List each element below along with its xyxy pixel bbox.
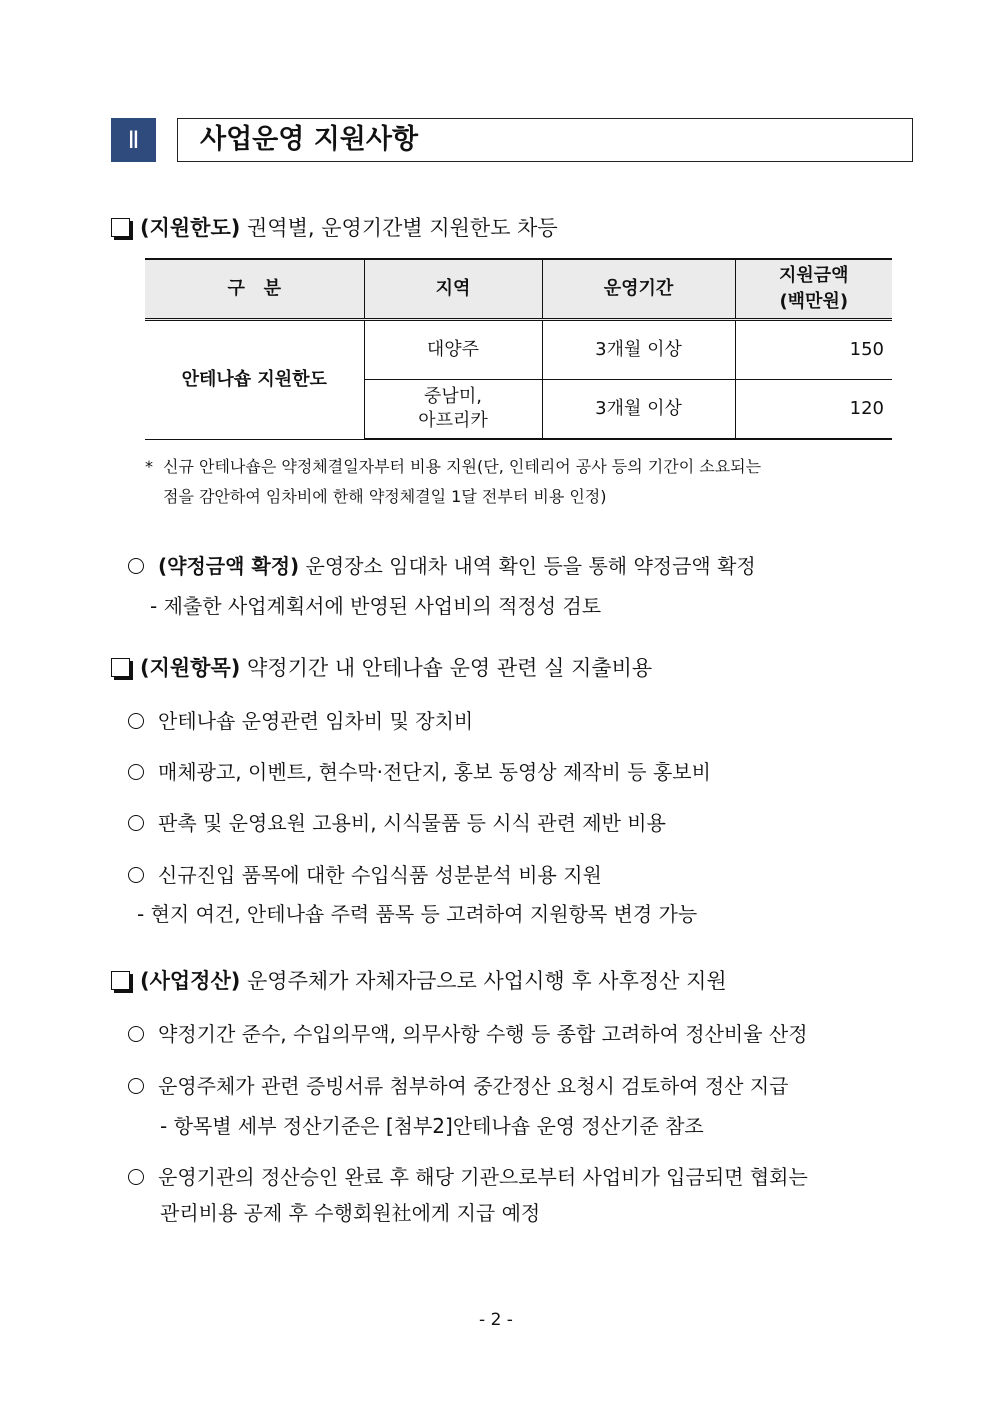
list-item-text: 판촉 및 운영요원 고용비, 시식물품 등 시식 관련 제반 비용: [158, 811, 666, 835]
header-amount: [735, 259, 892, 320]
header-period: 운영기간: [542, 259, 735, 320]
header-amount-line1: 지원금액: [778, 265, 849, 286]
cell-region: 대양주: [364, 320, 542, 380]
section-number: Ⅱ: [111, 118, 156, 162]
support-items-sub: - 현지 여건, 안테나숍 주력 품목 등 고려하여 지원항목 변경 가능: [137, 902, 698, 926]
circle-bullet-icon: [128, 713, 144, 729]
list-item: [128, 1072, 788, 1100]
list-item-text: 운영주체가 관련 증빙서류 첨부하여 중간정산 요청시 검토하여 정산 지급: [158, 1074, 789, 1098]
cell-amount: 120: [735, 380, 892, 440]
header-amount-line2: (백만원): [779, 291, 849, 312]
heading-text: 권역별, 운영기간별 지원한도 차등: [240, 216, 558, 240]
list-item: [128, 1163, 808, 1191]
list-item-text: 매체광고, 이벤트, 현수막·전단지, 홍보 동영상 제작비 등 홍보비: [158, 760, 711, 784]
checkbox-square-icon: [111, 218, 130, 237]
cell-amount: 150: [735, 320, 892, 380]
list-item: [128, 1020, 808, 1048]
circle-bullet-icon: [128, 815, 144, 831]
agreement-text: 운영장소 임대차 내역 확인 등을 통해 약정금액 확정: [299, 554, 756, 578]
table-header-row: [145, 259, 892, 320]
list-item: [128, 707, 473, 735]
list-item-text: 신규진입 품목에 대한 수입식품 성분분석 비용 지원: [158, 863, 602, 887]
circle-bullet-icon: [128, 764, 144, 780]
header-category: 구 분: [145, 259, 364, 320]
note-star: *: [145, 457, 153, 476]
heading-text: 약정기간 내 안테나숍 운영 관련 실 지출비용: [240, 656, 653, 680]
heading-bold: (지원한도): [140, 216, 241, 240]
cell-region: [364, 380, 542, 440]
list-item: [128, 861, 602, 889]
circle-bullet-icon: [128, 558, 144, 574]
checkbox-square-icon: [111, 658, 130, 677]
circle-bullet-icon: [128, 1169, 144, 1185]
agreement-bold: (약정금액 확정): [158, 554, 300, 578]
header-region: 지역: [364, 259, 542, 320]
note-line1: 신규 안테나숍은 약정체결일자부터 비용 지원(단, 인테리어 공사 등의 기간이 소요되는: [163, 457, 762, 476]
list-item-text: 약정기간 준수, 수입의무액, 의무사항 수행 등 종합 고려하여 정산비율 산정: [158, 1022, 808, 1046]
cell-period: 3개월 이상: [542, 380, 735, 440]
heading-support-limit: [111, 214, 558, 242]
list-item-continuation: 관리비용 공제 후 수행회원社에게 지급 예정: [160, 1201, 541, 1225]
note-line2: 점을 감안하여 임차비에 한해 약정체결일 1달 전부터 비용 인정): [163, 487, 607, 506]
list-item-text: 안테나숍 운영관련 임차비 및 장치비: [158, 709, 474, 733]
agreement-sub: - 제출한 사업계획서에 반영된 사업비의 적정성 검토: [150, 594, 602, 618]
list-item: [128, 809, 666, 837]
section-title: 사업운영 지원사항: [177, 118, 913, 162]
heading-text: 운영주체가 자체자금으로 사업시행 후 사후정산 지원: [240, 969, 727, 993]
table-row: [145, 320, 892, 380]
list-item-text: 운영기관의 정산승인 완료 후 해당 기관으로부터 사업비가 입금되면 협회는: [158, 1165, 808, 1189]
circle-bullet-icon: [128, 867, 144, 883]
support-limit-table: [145, 258, 892, 440]
cell-region-line1: 중남미,: [424, 386, 482, 407]
circle-bullet-icon: [128, 1026, 144, 1042]
note: [145, 452, 761, 512]
heading-support-items: [111, 654, 652, 682]
circle-bullet-icon: [128, 1078, 144, 1094]
cell-region-line2: 아프리카: [418, 410, 488, 431]
row-label: 안테나숍 지원한도: [145, 320, 364, 440]
heading-settlement: [111, 967, 727, 995]
cell-period: 3개월 이상: [542, 320, 735, 380]
list-item: [128, 758, 711, 786]
checkbox-square-icon: [111, 971, 130, 990]
heading-bold: (사업정산): [140, 969, 241, 993]
page-number: - 2 -: [479, 1310, 513, 1330]
settlement-sub: - 항목별 세부 정산기준은 [첨부2]안테나숍 운영 정산기준 참조: [160, 1114, 704, 1138]
heading-bold: (지원항목): [140, 656, 241, 680]
agreement-item: [128, 552, 756, 580]
